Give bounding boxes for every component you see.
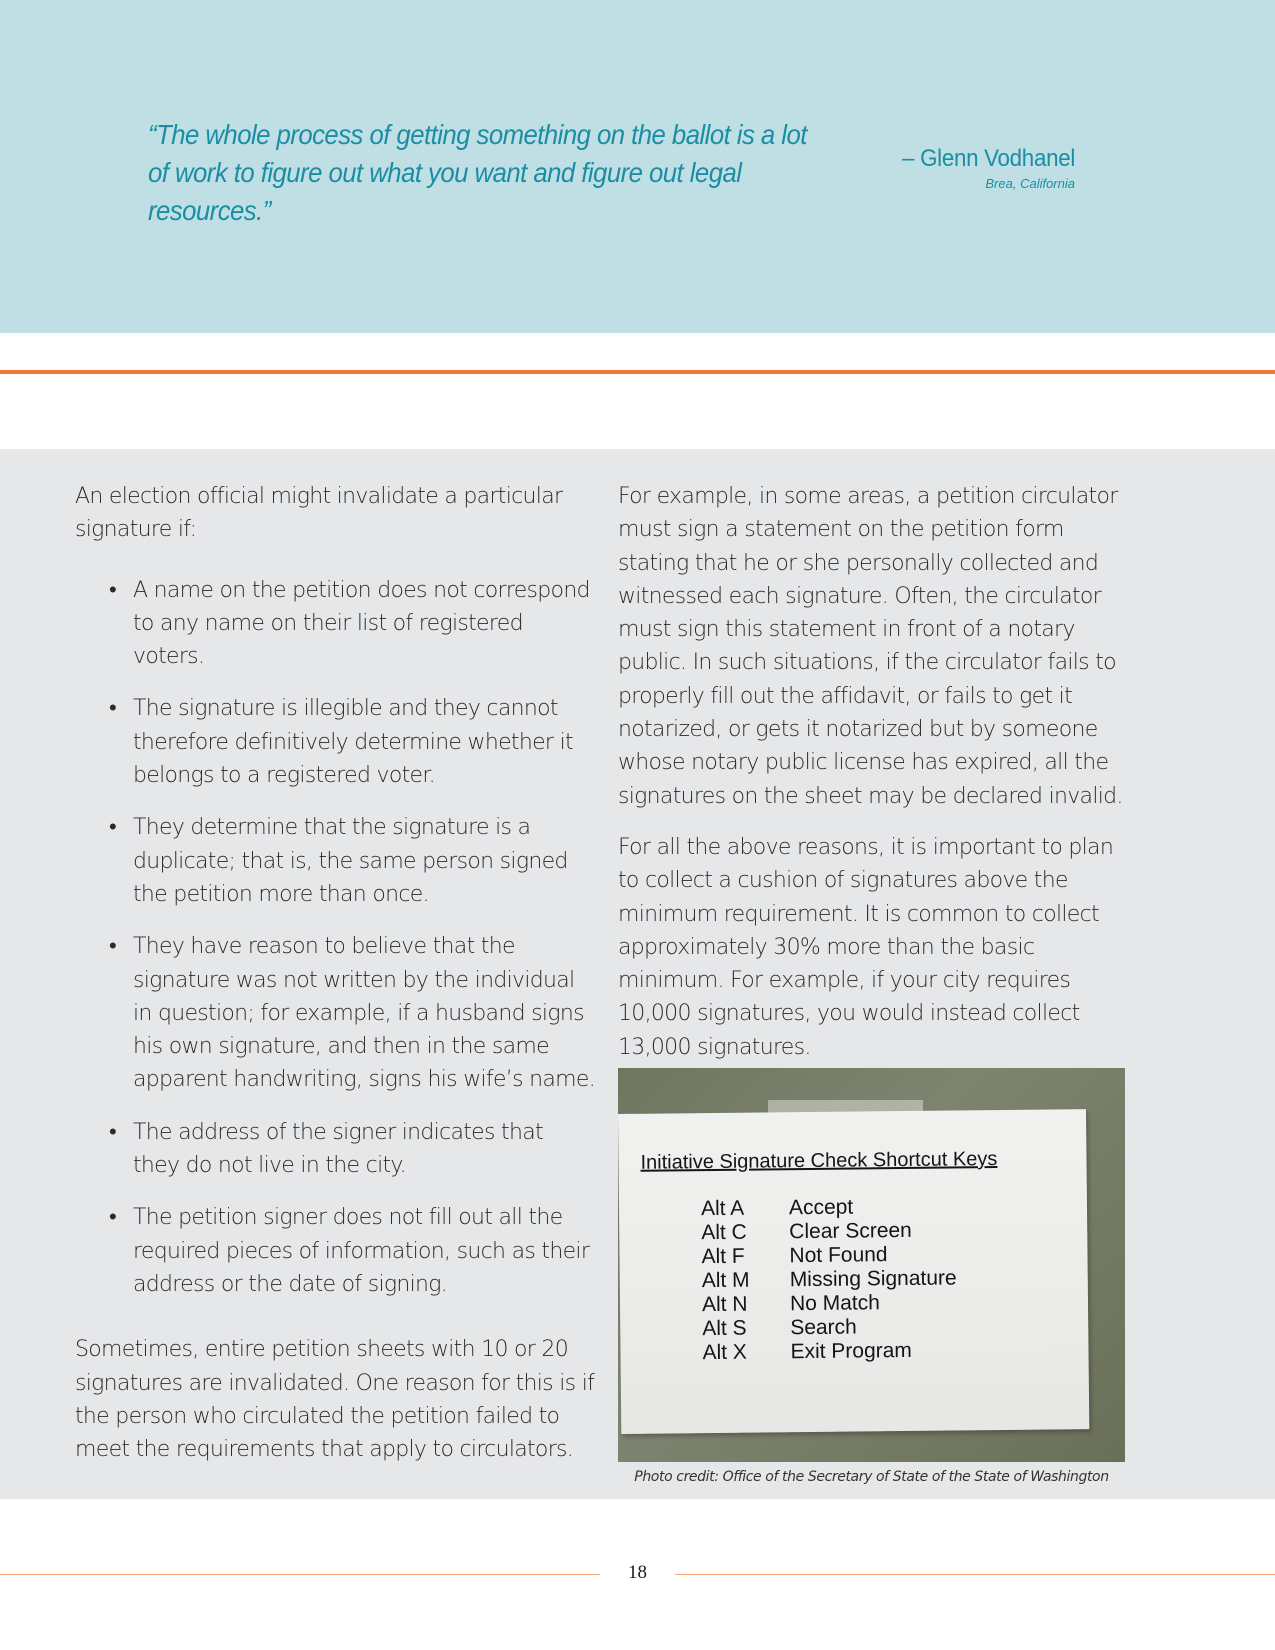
photo-credit: Photo credit: Office of the Secretary of State of the State of Washington — [634, 1469, 1109, 1485]
bullet-icon: • — [109, 577, 117, 603]
card-title: Initiative Signature Check Shortcut Keys — [640, 1148, 998, 1174]
shortcut-row — [702, 1338, 957, 1365]
list-item-text: A name on the petition does not correspond to any name on their list of registered voters. — [133, 577, 590, 670]
shortcut-keys-photo — [618, 1068, 1125, 1462]
cushion-paragraph: For all the above reasons, it is important to plan to collect a cushion of signatures above the minimum requirement. It is common to collect approximately 30% more than the basic minimum. For example, if your city requires 10,000 signatures, you would instead collect 13,000 signatures. — [618, 834, 1114, 1060]
circulator-paragraph: For example, in some areas, a petition circulator must sign a statement on the petition form stating that he or she personally collected and witnessed each signature. Often, the circulator must sign this statement in front of a notary public. In such situations, if the circulator fails to properly fill out the affidavit, or fails to get it notarized, or gets it notarized but by someone whose notary public license has expired, all the signatures on the sheet may be declared invalid. — [618, 484, 1123, 809]
shortcut-key: Alt M — [701, 1268, 750, 1293]
invalidation-reasons-list — [75, 574, 595, 1302]
shortcut-row — [702, 1290, 957, 1317]
shortcut-key: Alt N — [701, 1292, 748, 1317]
shortcut-action: Not Found — [789, 1243, 888, 1268]
page-number: 18 — [628, 1562, 647, 1583]
bullet-icon: • — [109, 1205, 117, 1231]
footer-rule-right — [675, 1574, 1275, 1575]
list-item — [75, 1201, 595, 1301]
quote-location: Brea, California — [985, 176, 1075, 191]
list-item-text: The signature is illegible and they cannot therefore definitively determine whether it belongs to a registered voter. — [133, 696, 573, 789]
shortcut-action: Missing Signature — [789, 1266, 957, 1292]
shortcut-key: Alt A — [700, 1196, 745, 1221]
list-item-text: The address of the signer indicates that they do not live in the city. — [133, 1119, 543, 1179]
shortcut-key: Alt C — [701, 1220, 747, 1245]
shortcut-row — [701, 1218, 956, 1245]
shortcut-row — [702, 1314, 957, 1341]
right-column — [618, 480, 1138, 1064]
shortcut-card — [618, 1109, 1089, 1434]
list-item — [75, 692, 595, 792]
pull-quote-text: “The whole process of getting something on the ballot is a lot of work to figure out what you want and figure out legal resources.” — [148, 119, 807, 226]
bullet-icon: • — [109, 934, 117, 960]
footer-rule-left — [0, 1574, 600, 1575]
shortcut-action: Exit Program — [790, 1338, 912, 1364]
list-item-text: The petition signer does not fill out all the required pieces of information, such as their address or the date of signing. — [133, 1205, 590, 1297]
shortcut-action: No Match — [789, 1291, 880, 1316]
shortcut-key: Alt S — [702, 1316, 747, 1341]
quote-band — [0, 0, 1275, 333]
shortcut-row — [702, 1266, 957, 1293]
intro-paragraph: An election official might invalidate a particular signature if: — [75, 484, 563, 543]
list-item-text: They have reason to believe that the signature was not written by the individual in question; for example, if a husband signs his own signature, and then in the same apparent handwriting, signs his wife’s name. — [133, 934, 596, 1093]
shortcut-action: Accept — [788, 1195, 854, 1220]
bullet-icon: • — [109, 815, 117, 841]
quote-author: – Glenn Vodhanel — [901, 145, 1075, 172]
shortcut-key: Alt F — [701, 1244, 745, 1269]
bullet-icon: • — [109, 1119, 117, 1145]
closing-paragraph: Sometimes, entire petition sheets with 10 or 20 signatures are invalidated. One reason for this is if the person who circulated the petition failed to meet the requirements that apply to circulators. — [75, 1337, 595, 1463]
list-item — [75, 574, 595, 674]
list-item — [75, 930, 595, 1096]
shortcut-action: Clear Screen — [789, 1218, 912, 1244]
orange-divider — [0, 370, 1275, 374]
shortcut-row — [701, 1242, 956, 1269]
shortcut-row — [701, 1194, 956, 1221]
list-item — [75, 1116, 595, 1183]
shortcut-key: Alt X — [702, 1340, 747, 1365]
list-item-text: They determine that the signature is a duplicate; that is, the same person signed the petition more than once. — [133, 815, 568, 907]
list-item — [75, 811, 595, 911]
shortcut-list — [701, 1194, 958, 1365]
shortcut-action: Search — [790, 1315, 857, 1340]
bullet-icon: • — [109, 696, 117, 722]
left-column — [75, 480, 595, 1466]
